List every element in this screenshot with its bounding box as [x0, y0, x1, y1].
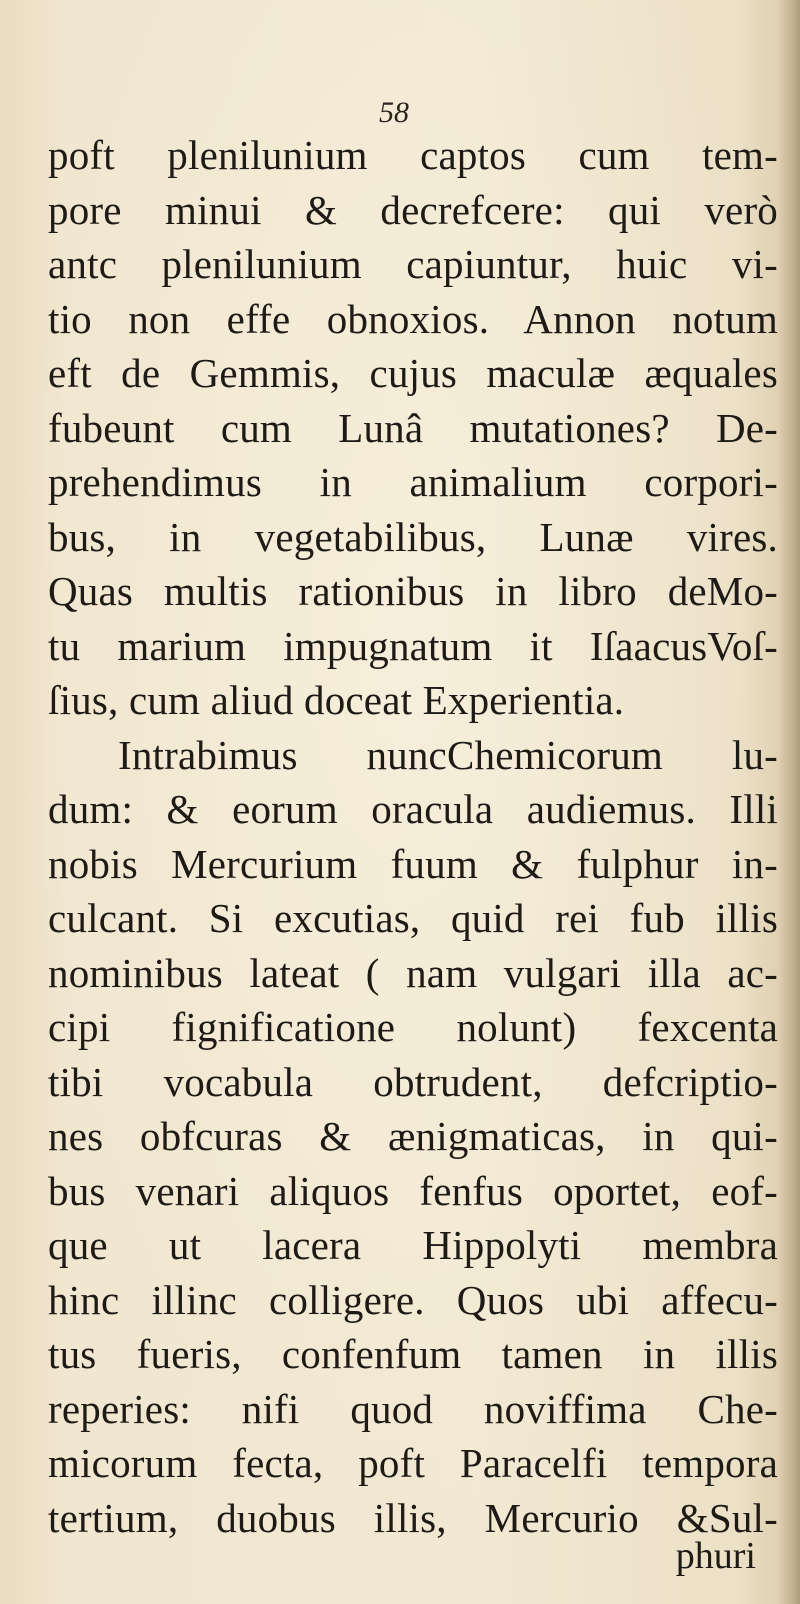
- page-edge-shadow: [778, 0, 800, 1604]
- text-line: nes obfcuras & ænigmaticas, in qui-: [48, 1113, 778, 1159]
- text-line: nobis Mercurium fuum & fulphur in-: [48, 840, 778, 887]
- text-line: Quas multis rationibus in libro deMo-: [48, 568, 778, 614]
- text-line: antc plenilunium capiuntur, huic vi-: [48, 241, 778, 287]
- text-line: nominibus lateat ( nam vulgari illa ac-: [48, 949, 778, 996]
- text-line: tibi vocabula obtrudent, defcriptio-: [48, 1058, 778, 1105]
- catchword: phuri: [675, 1535, 756, 1577]
- text-line: hinc illinc colligere. Quos ubi affecu-: [48, 1276, 778, 1323]
- text-line: bus, in vegetabilibus, Lunæ vires.: [48, 513, 778, 560]
- text-line: tio non effe obnoxios. Annon notum: [48, 295, 778, 342]
- text-line: poft plenilunium captos cum tem-: [48, 132, 778, 178]
- page-number: 58: [379, 96, 409, 129]
- text-line: reperies: nifi quod noviffima Che-: [48, 1385, 778, 1432]
- paragraph-start-line: Intrabimus nuncChemicorum lu-: [118, 731, 778, 778]
- text-line: fubeunt cum Lunâ mutationes? De-: [48, 404, 778, 451]
- text-line: eft de Gemmis, cujus maculæ æquales: [48, 350, 778, 396]
- text-line: cipi fignificatione nolunt) fexcenta: [48, 1004, 778, 1050]
- text-line: tu marium impugnatum it IſaacusVoſ-: [48, 622, 778, 669]
- text-line: prehendimus in animalium corpori-: [48, 459, 778, 505]
- body-text: [48, 128, 778, 1545]
- text-line: dum: & eorum oracula audiemus. Illi: [48, 786, 778, 832]
- text-line: que ut lacera Hippolyti membra: [48, 1222, 778, 1268]
- text-line: tus fueris, confenfum tamen in illis: [48, 1331, 778, 1377]
- text-line: culcant. Si excutias, quid rei fub illis: [48, 895, 778, 941]
- text-line: ſius, cum aliud doceat Experientia.: [48, 677, 625, 723]
- text-line: bus venari aliquos fenfus oportet, eof-: [48, 1167, 778, 1214]
- text-line: tertium, duobus illis, Mercurio &Sul-: [48, 1494, 778, 1541]
- text-line: micorum fecta, poft Paracelfi tempora: [48, 1440, 778, 1486]
- text-line: pore minui & decrefcere: qui verò: [48, 186, 778, 233]
